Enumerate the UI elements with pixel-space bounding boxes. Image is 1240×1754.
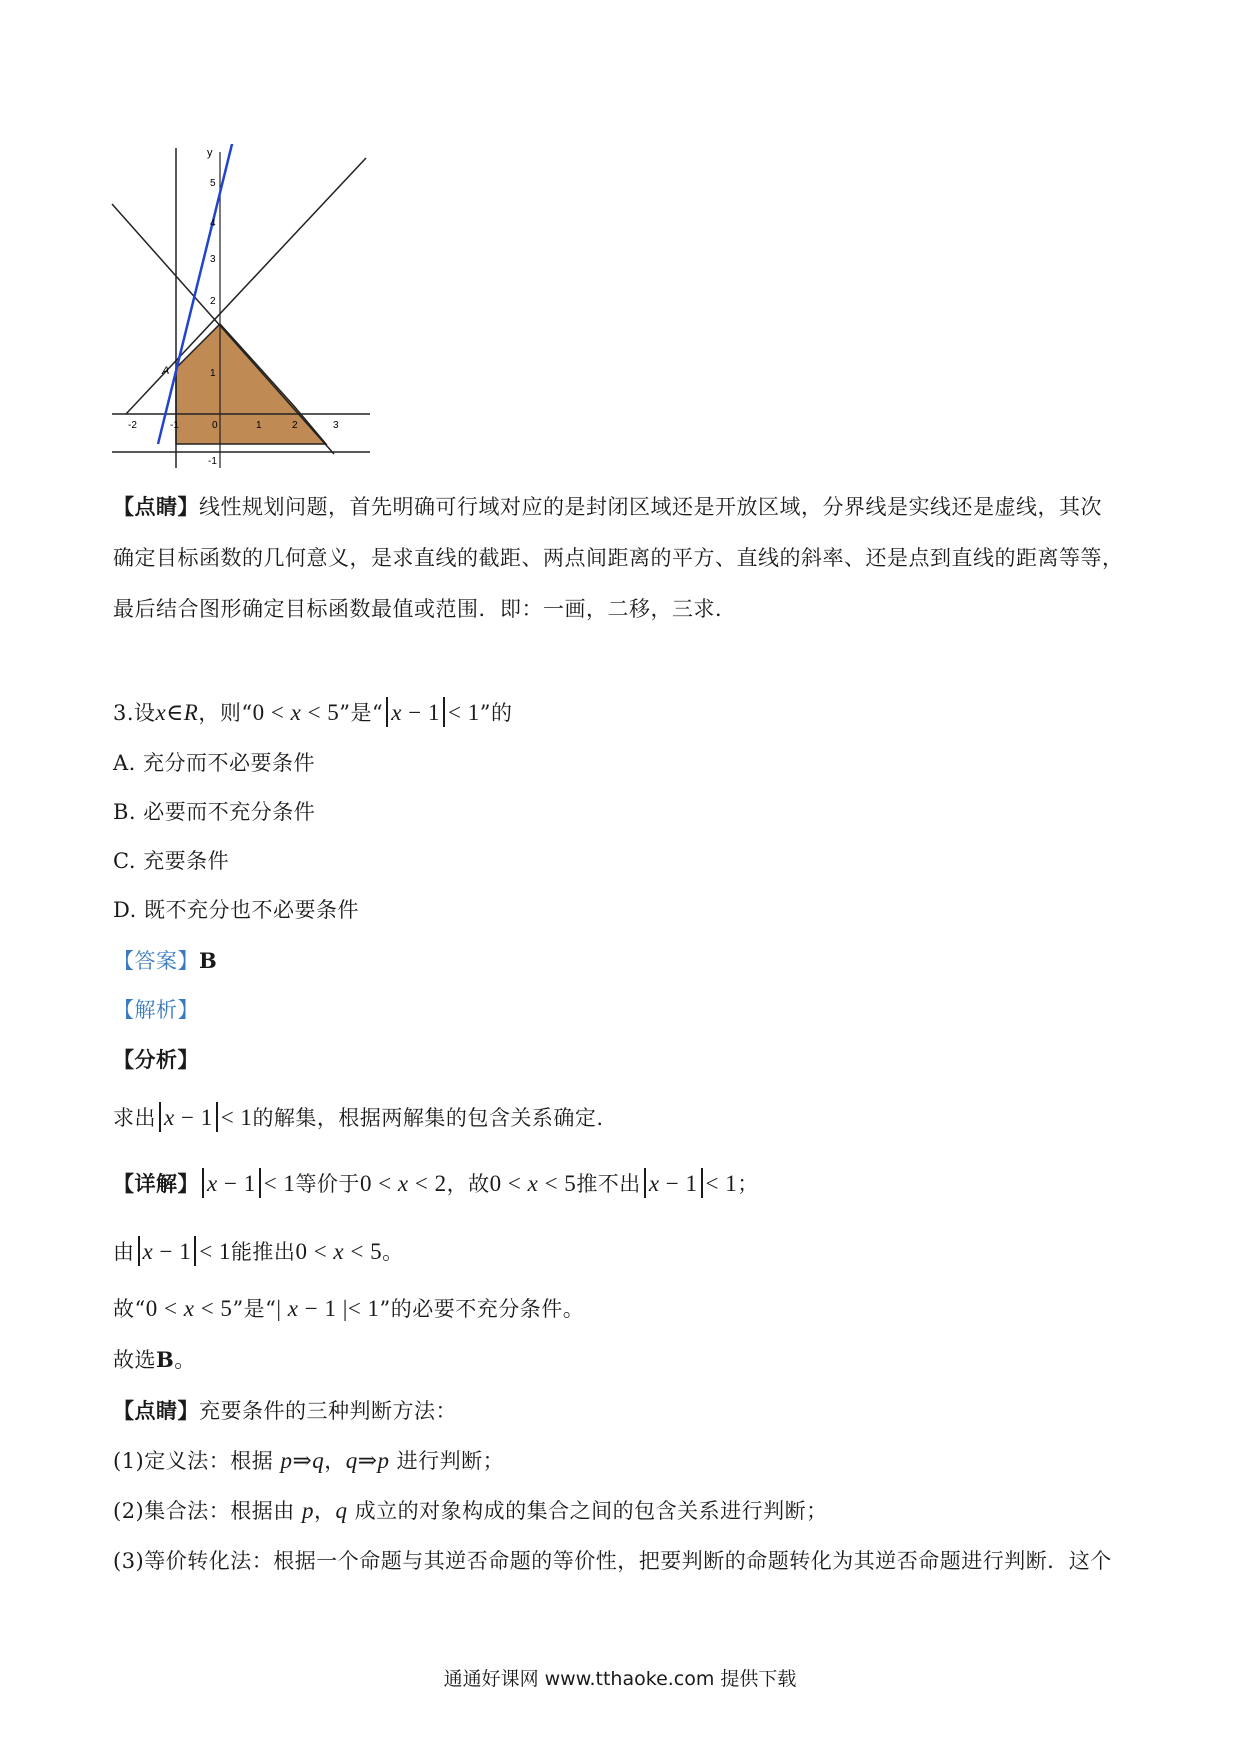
math-cond: < 5 xyxy=(301,700,340,725)
feasible-region xyxy=(176,324,326,444)
math-expr: − 1 |< 1 xyxy=(298,1296,380,1321)
fenxi-tag: 【分析】 xyxy=(113,1047,199,1072)
y-tick-label: 1 xyxy=(210,368,216,379)
dianjing-tag: 【点睛】 xyxy=(113,494,199,519)
fenxi-line xyxy=(113,1045,199,1075)
jiexi-line xyxy=(113,995,199,1025)
detail-text: 推不出 xyxy=(576,1172,641,1196)
math-x: x xyxy=(527,1171,539,1196)
math-expr: − 1 xyxy=(217,1171,256,1196)
conclusion-text: ”是“ xyxy=(232,1297,277,1321)
math-expr: 0 < xyxy=(145,1296,184,1321)
math-arrow: ⇒ xyxy=(357,1448,378,1473)
answer-tag: 【答案】 xyxy=(113,949,199,973)
math-x: x xyxy=(290,700,302,725)
detail-text: 。 xyxy=(382,1240,404,1264)
math-cond: < 1 xyxy=(447,700,480,725)
analysis-text: 求出 xyxy=(113,1106,156,1130)
math-x: x xyxy=(648,1171,660,1196)
math-expr: − 1 xyxy=(153,1239,192,1264)
math-x: x xyxy=(142,1239,154,1264)
question-text: ”的 xyxy=(479,701,513,725)
math-expr: < 5 xyxy=(538,1171,577,1196)
math-expr: 0 < xyxy=(359,1171,398,1196)
analysis-line xyxy=(113,1102,604,1133)
math-expr: − 1 xyxy=(174,1105,213,1130)
dianjing-text: 充要条件的三种判断方法： xyxy=(199,1399,457,1423)
y-tick-label: 5 xyxy=(210,178,216,189)
abs-bar xyxy=(202,1168,204,1198)
math-expr: < 1 xyxy=(220,1105,253,1130)
choose-value: B xyxy=(156,1347,175,1372)
math-R: R xyxy=(183,700,199,725)
option-text: 充要条件 xyxy=(143,849,230,873)
question-text: ”是“ xyxy=(339,701,384,725)
method-3 xyxy=(113,1546,1112,1576)
detail-text: 由 xyxy=(113,1240,135,1264)
conclusion-line xyxy=(113,1294,584,1324)
dianjing-text: 最后结合图形确定目标函数最值或范围．即：一画，二移，三求． xyxy=(113,597,737,621)
math-x: x xyxy=(207,1171,218,1196)
y-tick-label: 4 xyxy=(210,218,216,229)
dianjing2-line xyxy=(113,1396,457,1426)
math-p: p xyxy=(301,1498,314,1523)
detail-line xyxy=(113,1168,759,1199)
y-tick-label: -1 xyxy=(208,456,217,467)
option-letter: A. xyxy=(113,751,136,775)
y-axis-label: y xyxy=(207,147,213,159)
math-expr: 0 < xyxy=(295,1239,334,1264)
method-1 xyxy=(113,1446,504,1476)
math-q: q xyxy=(345,1448,358,1473)
linear-programming-figure xyxy=(108,144,378,480)
method-text: 等价转化法：根据一个命题与其逆否命题的等价性，把要判断的命题转化为其逆否命题进行判断．这个 xyxy=(144,1549,1112,1573)
abs-bar xyxy=(386,697,388,727)
x-tick-label: 3 xyxy=(333,420,339,431)
choose-line xyxy=(113,1345,196,1375)
choose-text: 。 xyxy=(174,1348,196,1372)
math-cond: 0 < xyxy=(252,700,291,725)
x-tick-label: 0 xyxy=(212,420,218,431)
math-q: q xyxy=(312,1448,325,1473)
math-expr: < 1 xyxy=(705,1171,738,1196)
option-d xyxy=(113,895,359,925)
math-p: p xyxy=(377,1448,390,1473)
option-letter: C. xyxy=(113,849,136,873)
abs-bar xyxy=(259,1168,261,1198)
option-text: 既不充分也不必要条件 xyxy=(143,898,359,922)
math-x: x xyxy=(287,1296,299,1321)
detail-tag: 【详解】 xyxy=(113,1171,199,1196)
math-in: ∈ xyxy=(166,700,184,725)
option-c xyxy=(113,846,229,876)
math-cond: − 1 xyxy=(402,700,440,725)
abs-bar xyxy=(644,1168,646,1198)
abs-bar xyxy=(701,1168,703,1198)
option-b xyxy=(113,797,315,827)
method-number: (3) xyxy=(113,1549,145,1573)
math-expr: 0 < xyxy=(489,1171,528,1196)
detail-text: 等价于 xyxy=(295,1172,360,1196)
math-p: p xyxy=(280,1448,293,1473)
math-expr: < 5 xyxy=(344,1239,383,1264)
math-x: x xyxy=(183,1296,195,1321)
method-text: 成立的对象构成的集合之间的包含关系进行判断； xyxy=(347,1499,828,1523)
detail-text: 能推出 xyxy=(230,1240,296,1264)
conclusion-text: ”的必要不充分条件。 xyxy=(379,1297,585,1321)
abs-bar xyxy=(216,1102,218,1132)
dianjing-tag: 【点睛】 xyxy=(113,1398,199,1423)
dianjing-paragraph-line3 xyxy=(113,594,737,624)
math-x: x xyxy=(391,700,402,725)
dianjing-paragraph-line1 xyxy=(113,492,1102,522)
option-letter: B. xyxy=(113,800,137,824)
option-text: 充分而不必要条件 xyxy=(143,751,316,775)
detail-text: ，故 xyxy=(446,1172,490,1196)
detail-line-2 xyxy=(113,1236,404,1267)
question-text: ，则“ xyxy=(198,701,253,725)
jiexi-tag: 【解析】 xyxy=(113,998,199,1022)
detail-text: ； xyxy=(737,1172,759,1196)
abs-bar xyxy=(159,1102,161,1132)
math-expr: < 1 xyxy=(263,1171,296,1196)
math-x: x xyxy=(164,1105,175,1130)
x-tick-label: -2 xyxy=(128,420,137,431)
y-tick-label: 3 xyxy=(210,254,216,265)
math-expr: < 2 xyxy=(408,1171,447,1196)
math-expr: < 5 xyxy=(194,1296,233,1321)
math-x: x xyxy=(397,1171,409,1196)
option-text: 必要而不充分条件 xyxy=(143,800,316,824)
footer-source: 通通好课网 www.tthaoke.com 提供下载 xyxy=(443,1668,797,1690)
math-x: x xyxy=(155,700,167,725)
option-a xyxy=(113,748,315,778)
answer-value: B xyxy=(199,948,218,973)
graph-svg xyxy=(108,144,378,480)
option-letter: D. xyxy=(113,898,137,922)
abs-bar xyxy=(138,1236,140,1266)
method-2 xyxy=(113,1496,828,1526)
method-text: ， xyxy=(324,1449,346,1473)
x-tick-label: 1 xyxy=(256,420,262,431)
dianjing-text: 确定目标函数的几何意义，是求直线的截距、两点间距离的平方、直线的斜率、还是点到直线的距离等等， xyxy=(113,546,1124,570)
abs-bar xyxy=(443,697,445,727)
method-text: 定义法：根据 xyxy=(144,1449,281,1473)
answer-line xyxy=(113,946,217,976)
point-a-label: A xyxy=(162,365,170,377)
math-x: x xyxy=(333,1239,345,1264)
math-expr: | xyxy=(276,1296,288,1321)
method-number: (2) xyxy=(113,1499,145,1523)
x-tick-label: 2 xyxy=(292,420,298,431)
question-number: 3.设 xyxy=(113,701,156,725)
choose-text: 故选 xyxy=(113,1348,156,1372)
x-tick-label: -1 xyxy=(170,420,179,431)
dianjing-paragraph-line2 xyxy=(113,543,1124,573)
math-expr: < 1 xyxy=(199,1239,231,1264)
conclusion-text: 故“ xyxy=(113,1297,146,1321)
math-q: q xyxy=(335,1498,348,1523)
method-number: (1) xyxy=(113,1449,145,1473)
question-3 xyxy=(113,697,512,728)
method-text: 进行判断； xyxy=(389,1449,505,1473)
math-expr: − 1 xyxy=(659,1171,698,1196)
method-text: 集合法：根据由 xyxy=(144,1499,302,1523)
analysis-text: 的解集，根据两解集的包含关系确定. xyxy=(252,1106,604,1130)
y-tick-label: 2 xyxy=(210,296,216,307)
method-text: ， xyxy=(313,1499,336,1523)
dianjing-text: 线性规划问题，首先明确可行域对应的是封闭区域还是开放区域，分界线是实线还是虚线，其次 xyxy=(199,495,1102,519)
math-arrow: ⇒ xyxy=(292,1448,313,1473)
abs-bar xyxy=(194,1236,196,1266)
